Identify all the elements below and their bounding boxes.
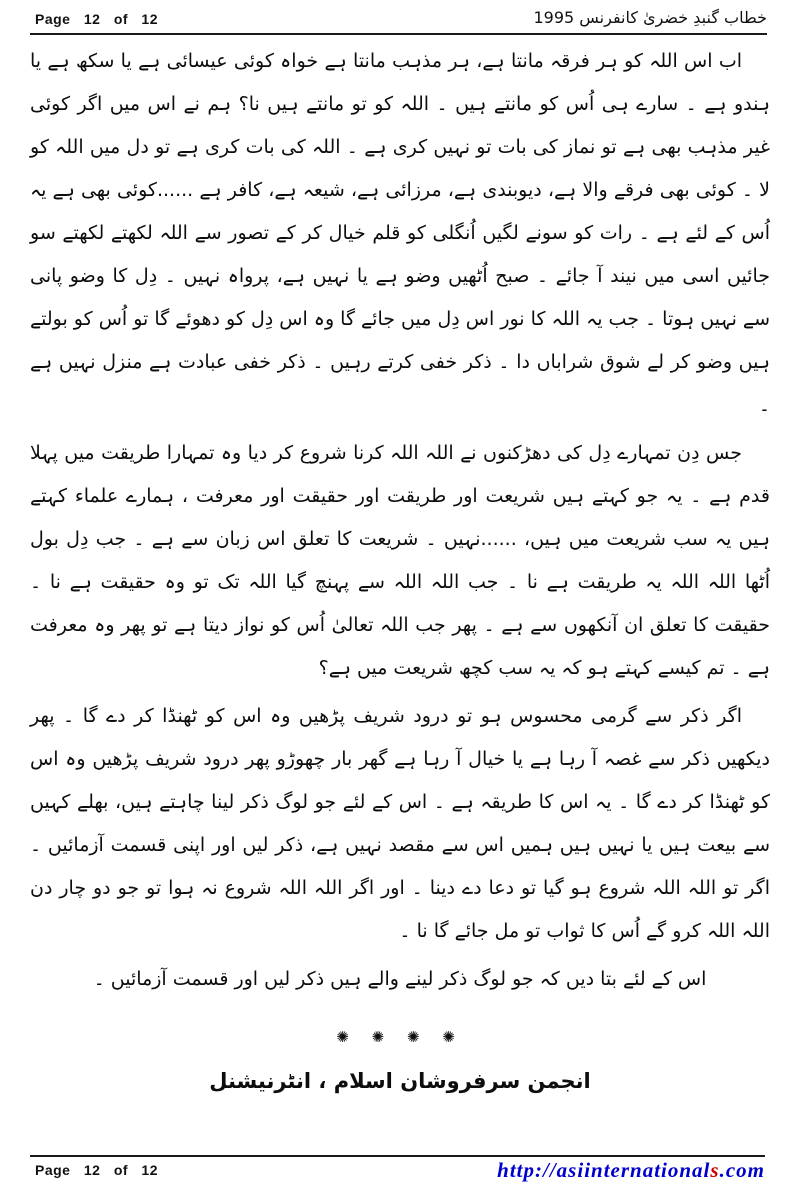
- body-paragraph-4: اس کے لئے بتا دیں کہ جو لوگ ذکر لینے والے ہیں ذکر لیں اور قسمت آزمائیں ۔: [93, 968, 707, 990]
- document-body: [30, 40, 770, 1103]
- document-title: خطاب گنبدِ خضریٰ کانفرنس 1995: [533, 8, 767, 27]
- url-domain-suffix: .com: [719, 1158, 765, 1182]
- body-paragraph-3: اگر ذکر سے گرمی محسوس ہو تو درود شریف پڑھیں وہ اس کو ٹھنڈا کر دے گا ۔ پھر دیکھیں ذکر سے غصہ آ رہا ہے یا خیال آ رہا ہے گھر بار چھوڑو پھر درود شریف پڑھیں وہ اس کو ٹھنڈا کر دے گا ۔ یہ اس کا طریقہ ہے ۔ اس کے لئے جو لوگ ذکر لینا چاہتے ہیں، بھلے کہیں سے بیعت ہیں یا نہیں ہیں ہمیں اس سے مقصد نہیں ہے، ذکر لیں اور اپنی قسمت آزمائیں ۔ اگر تو اللہ اللہ شروع ہو گیا تو دعا دے دینا ۔ اور اگر اللہ اللہ شروع نہ ہوا تو جو دو چار دن اللہ اللہ کرو گے اُس کا ثواب تو مل جائے گا نا ۔: [30, 705, 770, 942]
- page-footer: [35, 1158, 765, 1190]
- footer-page-number-label: Page 12 of 12: [35, 1162, 158, 1178]
- header-divider: [30, 33, 767, 35]
- url-accent-letter: s: [710, 1158, 720, 1182]
- footer-divider: [30, 1155, 765, 1157]
- section-divider-stars-icon: ✺ ✺ ✺ ✺: [336, 1028, 464, 1046]
- body-paragraph-2: جس دِن تمہارے دِل کی دھڑکنوں نے اللہ اللہ کرنا شروع کر دیا وہ تمہارا طریقت میں پہلا قدم ہے ۔ یہ جو کہتے ہیں شریعت اور طریقت اور حقیقت اور معرفت ، ہمارے علماء کہتے ہیں یہ سب شریعت میں ہیں، ......نہیں ۔ شریعت کا تعلق اس زبان سے ہے ۔ جب دِل بول اُٹھا اللہ اللہ یہ طریقت ہے نا ۔ جب اللہ اللہ سے پہنچ گیا اللہ تک تو وہ حقیقت ہے نا ۔ حقیقت کا تعلق ان آنکھوں سے ہے ۔ پھر جب اللہ تعالیٰ اُس کو نواز دیتا ہے تو پھر وہ معرفت ہے ۔ تم کیسے کہتے ہو کہ یہ سب کچھ شریعت میں ہے؟: [30, 442, 770, 679]
- header-page-number-label: Page 12 of 12: [35, 11, 158, 27]
- url-main-text: http://asiinternational: [497, 1158, 711, 1182]
- organization-name: انجمن سرفروشان اسلام ، انٹرنیشنل: [209, 1069, 591, 1093]
- page-header: [35, 6, 770, 34]
- body-paragraph-1: اب اس اللہ کو ہر فرقہ مانتا ہے، ہر مذہب مانتا ہے خواہ کوئی عیسائی ہے یا سکھ ہے یا ہندو ہے ۔ سارے ہی اُس کو مانتے ہیں ۔ اللہ کو تو مانتے ہیں نا؟ ہم نے اس میں اگر کوئی غیر مذہب بھی ہے تو نماز کی بات تو نہیں کری ہے ۔ اللہ کی بات کری ہے تو دل میں اللہ کو لا ۔ کوئی بھی فرقے والا ہے، دیوبندی ہے، مرزائی ہے، شیعہ ہے، کافر ہے ......کوئی بھی ہے یہ اُس کے لئے ہے ۔ رات کو سونے لگیں اُنگلی کو قلم خیال کر کے تصور سے اللہ لکھتے لکھتے سو جائیں اسی میں نیند آ جائے ۔ صبح اُٹھیں وضو ہے یا نہیں ہے، پرواہ نہیں ۔ دِل کا وضو پانی سے نہیں ہوتا ۔ جب یہ اللہ کا نور اس دِل میں جائے گا وہ اس دِل کو دھوئے گا تو اُس کو بولتے ہیں وضو کر لے شوق شراباں دا ۔ ذکر خفی کرتے رہیں ۔ ذکر خفی عبادت ہے منزل نہیں ہے ۔: [30, 50, 770, 416]
- website-url-link[interactable]: [497, 1158, 765, 1183]
